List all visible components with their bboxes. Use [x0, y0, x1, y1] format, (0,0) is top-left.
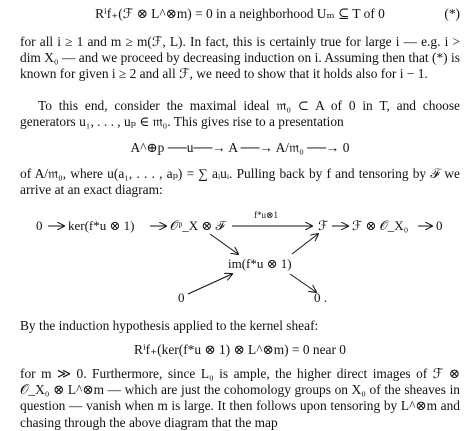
diagram-zero-right: 0: [436, 218, 443, 233]
paragraph-maximal-ideal: To this end, consider the maximal ideal 𝔪₀ ⊂ A of 0 in T, and choose generators u₁, . . . , uₚ ∈ 𝔪₀. This gives rise to a presentation: [20, 98, 460, 130]
display-equation-kernel: Rⁱf₊(ker(f*u ⊗ 1) ⊗ L^⊗m) = 0 near 0: [134, 342, 346, 357]
diagram-F: ℱ: [318, 218, 329, 233]
paragraph-induction: for all i ≥ 1 and m ≥ m(ℱ, L). In fact, this is certainly true for large i — e.g. i > dim X₀ — and we proceed by decreasing induction on i. Assuming then that (*) is known for given i ≥ 2 and all ℱ, we need to show that it holds also for i − 1.: [20, 34, 460, 82]
diagram-arrow-zero-to-im: [188, 274, 232, 294]
paragraph-induction-hypothesis: By the induction hypothesis applied to the kernel sheaf:: [20, 318, 319, 333]
equation-tag: (*): [444, 6, 460, 21]
paragraph-ample: for m ≫ 0. Furthermore, since L₀ is ample, the higher direct images of ℱ ⊗ 𝒪_X₀ ⊗ L^⊗m — which are just the cohomology groups on X₀ of the sheaves in question — vanish when m is large. It then follows upon tensoring by L^⊗m and chasing through the above diagram that the map: [20, 366, 460, 430]
diagram-zero-bottom-right: 0 .: [314, 290, 327, 305]
paragraph-pullback: of A/𝔪₀, where u(a₁, . . . , aₚ) = ∑ aᵢuᵢ. Pulling back by f and tensoring by ℱ we arrive at an exact diagram:: [20, 166, 460, 198]
diagram-zero-left: 0: [36, 218, 43, 233]
exact-diagram: [0, 202, 474, 314]
diagram-zero-bottom-left: 0: [178, 290, 185, 305]
display-equation-star: [20, 6, 460, 22]
diagram-arrow-to-im: [210, 234, 238, 254]
diagram-arrow-im-to-zero: [290, 274, 316, 292]
diagram-top-arrow-label: f*u⊗1: [254, 210, 279, 220]
diagram-arrow-from-im: [292, 234, 318, 254]
diagram-ox-p: 𝒪ᵖ_X ⊗ ℱ: [170, 218, 226, 233]
display-equation-presentation: A^⊕p ──u──→ A ──→ A/𝔪₀ ──→ 0: [130, 140, 350, 155]
diagram-F-ox0: ℱ ⊗ 𝒪_X₀: [352, 218, 409, 233]
equation-text: Rⁱf₊(ℱ ⊗ L^⊗m) = 0 in a neighborhood Uₘ ⊆ T of 0: [95, 6, 385, 21]
diagram-ker: ker(f*u ⊗ 1): [68, 218, 135, 233]
diagram-im: im(f*u ⊗ 1): [228, 256, 292, 271]
